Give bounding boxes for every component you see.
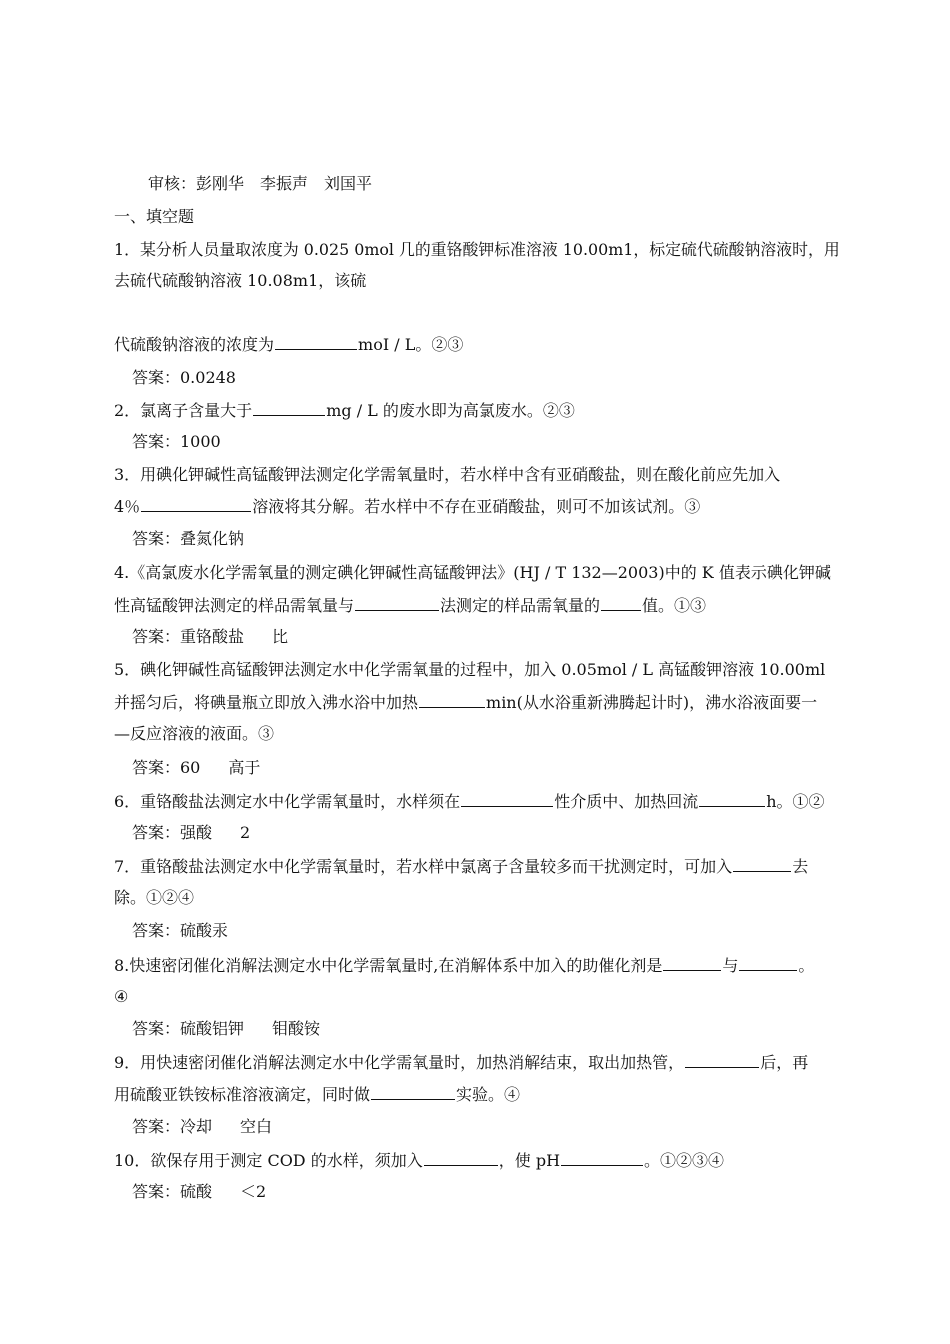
fill-blank [733, 856, 791, 872]
question-6-answer-a: 答案：强酸 [132, 823, 213, 842]
question-8-text-a: 8.快速密闭催化消解法测定水中化学需氧量时,在消解体系中加入的助催化剂是 [114, 956, 663, 975]
question-10-text-c: 。①②③④ [644, 1151, 725, 1170]
question-5-answer-b: 高于 [228, 758, 261, 777]
question-7-line-2: 除。①②④ [114, 888, 195, 907]
question-9-answer [132, 1117, 272, 1137]
question-3-line-1: 3．用碘化钾碱性高锰酸钾法测定化学需氧量时，若水样中含有亚硝酸盐，则在酸化前应先加入 [114, 465, 781, 484]
fill-blank [419, 692, 485, 708]
question-2-text-b: mg / L 的废水即为高氯废水。②③ [326, 401, 575, 420]
question-9-text-d: 实验。④ [456, 1085, 521, 1104]
question-10-answer [132, 1182, 266, 1202]
question-1-answer: 答案：0.0248 [132, 368, 236, 387]
question-1-text-a: 代硫酸钠溶液的浓度为 [114, 335, 275, 354]
question-5-line-2 [114, 692, 817, 713]
question-10-answer-a: 答案：硫酸 [132, 1182, 213, 1201]
question-1-line-3 [114, 334, 463, 355]
question-8-answer [132, 1019, 320, 1039]
question-5-answer-a: 答案：60 [132, 758, 201, 777]
question-2-answer: 答案：1000 [132, 432, 221, 451]
question-8-text-c: 。 [798, 956, 815, 975]
question-5-line-3: —反应溶液的液面。③ [114, 724, 275, 743]
fill-blank [561, 1150, 643, 1166]
fill-blank [601, 595, 641, 611]
question-2-line [114, 400, 575, 421]
fill-blank [739, 955, 797, 971]
question-6-text-a: 6．重铬酸盐法测定水中化学需氧量时，水样须在 [114, 792, 461, 811]
question-10-answer-b: ＜2 [240, 1182, 267, 1201]
question-9-text-a: 9．用快速密闭催化消解法测定水中化学需氧量时，加热消解结束，取出加热管， [114, 1053, 685, 1072]
question-8-line-1 [114, 955, 814, 976]
question-1-line-2: 去硫代硫酸钠溶液 10.08m1，该硫 [114, 271, 367, 290]
question-9-line-1 [114, 1052, 808, 1073]
fill-blank [253, 400, 325, 416]
question-9-line-2 [114, 1084, 520, 1105]
question-3-text-b: 溶液将其分解。若水样中不存在亚硝酸盐，则可不加该试剂。③ [252, 497, 701, 516]
question-8-answer-b: 钼酸铵 [272, 1019, 321, 1038]
fill-blank [355, 595, 439, 611]
question-7-answer: 答案：硫酸汞 [132, 921, 229, 940]
question-6-answer [132, 823, 250, 843]
question-8-text-b: 与 [722, 956, 739, 975]
question-1-text-b: moI / L。②③ [358, 335, 464, 354]
question-4-line-2 [114, 595, 706, 616]
question-2-text-a: 2．氯离子含量大于 [114, 401, 253, 420]
fill-blank [371, 1084, 455, 1100]
question-4-answer [132, 627, 288, 647]
fill-blank [461, 791, 553, 807]
question-4-text-a: 性高锰酸钾法测定的样品需氧量与 [114, 596, 355, 615]
question-5-text-a: 并摇匀后，将碘量瓶立即放入沸水浴中加热 [114, 693, 419, 712]
question-7-text-a: 7．重铬酸盐法测定水中化学需氧量时，若水样中氯离子含量较多而干扰测定时，可加入 [114, 857, 733, 876]
question-10-text-b: ，使 pH [498, 1151, 561, 1170]
fill-blank [685, 1052, 759, 1068]
question-3-answer: 答案：叠氮化钠 [132, 529, 245, 548]
question-1-line-1: 1．某分析人员量取浓度为 0.025 0mol 几的重铬酸钾标准溶液 10.00m1，标定硫代硫酸钠溶液时，用 [114, 240, 840, 259]
question-9-text-c: 用硫酸亚铁铵标准溶液滴定，同时做 [114, 1085, 371, 1104]
fill-blank [424, 1150, 498, 1166]
question-9-answer-a: 答案：冷却 [132, 1117, 213, 1136]
question-4-answer-a: 答案：重铬酸盐 [132, 627, 245, 646]
question-4-text-b: 法测定的样品需氧量的 [440, 596, 601, 615]
question-3-line-2 [114, 496, 700, 517]
question-4-text-c: 值。①③ [642, 596, 707, 615]
question-9-answer-b: 空白 [240, 1117, 273, 1136]
fill-blank [275, 334, 357, 350]
question-5-line-1: 5．碘化钾碱性高锰酸钾法测定水中化学需氧量的过程中，加入 0.05mol / L 高锰酸钾溶液 10.00ml [114, 660, 826, 679]
reviewers-line: 审核：彭刚华 李振声 刘国平 [148, 174, 373, 193]
question-4-line-1: 4.《高氯废水化学需氧量的测定碘化钾碱性高锰酸钾法》(HJ / T 132—2003)中的 K 值表示碘化钾碱 [114, 563, 831, 582]
section-title: 一、填空题 [114, 207, 195, 226]
question-5-answer [132, 758, 260, 778]
fill-blank [663, 955, 721, 971]
question-10-line [114, 1150, 724, 1171]
question-6-text-b: 性介质中、加热回流 [554, 792, 699, 811]
question-6-answer-b: 2 [240, 823, 251, 842]
question-10-text-a: 10．欲保存用于测定 COD 的水样，须加入 [114, 1151, 423, 1170]
question-6-line [114, 791, 825, 812]
question-8-answer-a: 答案：硫酸铝钾 [132, 1019, 245, 1038]
fill-blank [141, 496, 251, 512]
question-8-line-2: ④ [114, 987, 129, 1006]
question-9-text-b: 后，再 [760, 1053, 809, 1072]
fill-blank [699, 791, 765, 807]
question-7-line-1 [114, 856, 808, 877]
question-5-text-b: min(从水浴重新沸腾起计时)，沸水浴液面要一 [486, 693, 818, 712]
question-7-text-b: 去 [792, 857, 809, 876]
question-6-text-c: h。①② [766, 792, 825, 811]
question-3-text-a: 4％ [114, 497, 141, 516]
question-4-answer-b: 比 [272, 627, 289, 646]
